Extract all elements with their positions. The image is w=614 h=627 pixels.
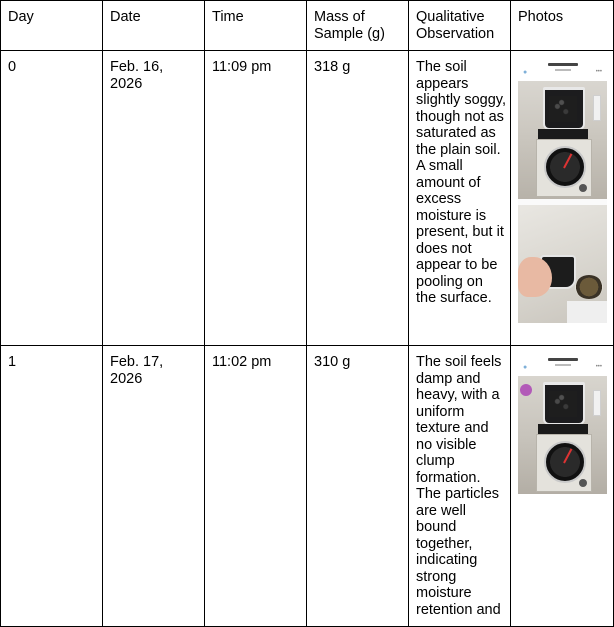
mass-cell: 318 g — [307, 51, 409, 346]
time-cell: 11:02 pm — [205, 346, 307, 627]
back-icon: ● — [523, 69, 528, 76]
bottle-shape — [593, 95, 601, 121]
phone-app-header — [518, 354, 607, 376]
more-icon: ••• — [595, 364, 602, 370]
header-photos: Photos — [511, 1, 614, 51]
header-row — [1, 1, 614, 51]
header-observation: Qualitative Observation — [409, 1, 511, 51]
header-time: Time — [205, 1, 307, 51]
mass-cell: 310 g — [307, 346, 409, 627]
header-date: Date — [103, 1, 205, 51]
bottle-shape — [593, 390, 601, 416]
day-cell: 1 — [1, 346, 103, 627]
phone-screenshot — [518, 59, 607, 323]
table-row — [1, 51, 614, 346]
scale-platform-shape — [538, 424, 588, 434]
scale-with-soil-cup-photo — [518, 81, 607, 199]
header-mass: Mass of Sample (g) — [307, 1, 409, 51]
app-title-bar — [548, 63, 578, 66]
scale-body-shape — [536, 139, 592, 197]
app-subtitle-bar — [555, 69, 571, 71]
date-cell: Feb. 17, 2026 — [103, 346, 205, 627]
date-cell: Feb. 16, 2026 — [103, 51, 205, 346]
table-row — [1, 346, 614, 627]
hand-shape — [518, 257, 552, 297]
time-cell: 11:09 pm — [205, 51, 307, 346]
phone-screenshot — [518, 354, 607, 494]
header-day: Day — [1, 1, 103, 51]
photos-cell — [511, 346, 614, 627]
app-subtitle-bar — [555, 364, 571, 366]
scale-platform-shape — [538, 129, 588, 139]
phone-app-header — [518, 59, 607, 81]
scale-body-shape — [536, 434, 592, 492]
back-icon: ● — [523, 364, 528, 371]
photos-cell — [511, 51, 614, 346]
app-title-bar — [548, 358, 578, 361]
more-icon: ••• — [595, 69, 602, 75]
scale-knob-shape — [579, 184, 587, 192]
hand-holding-soil-cup-photo — [518, 205, 607, 323]
scale-with-soil-cup-photo — [518, 376, 607, 494]
soil-cup-shape — [543, 87, 585, 130]
scale-knob-shape — [579, 479, 587, 487]
soil-cup-shape — [543, 382, 585, 425]
day-cell: 0 — [1, 51, 103, 346]
cloth-shape — [567, 301, 607, 323]
orchid-flower-shape — [520, 384, 532, 396]
observation-cell: The soil feels damp and heavy, with a uniform texture and no visible clump formation. The particles are well bound together, indicating strong moisture retention and — [409, 346, 511, 627]
observation-cell: The soil appears slightly soggy, though not as saturated as the plain soil. A small amount of excess moisture is present, but it does not appear to be pooling on the surface. — [409, 51, 511, 346]
soil-dish-shape — [575, 275, 603, 299]
